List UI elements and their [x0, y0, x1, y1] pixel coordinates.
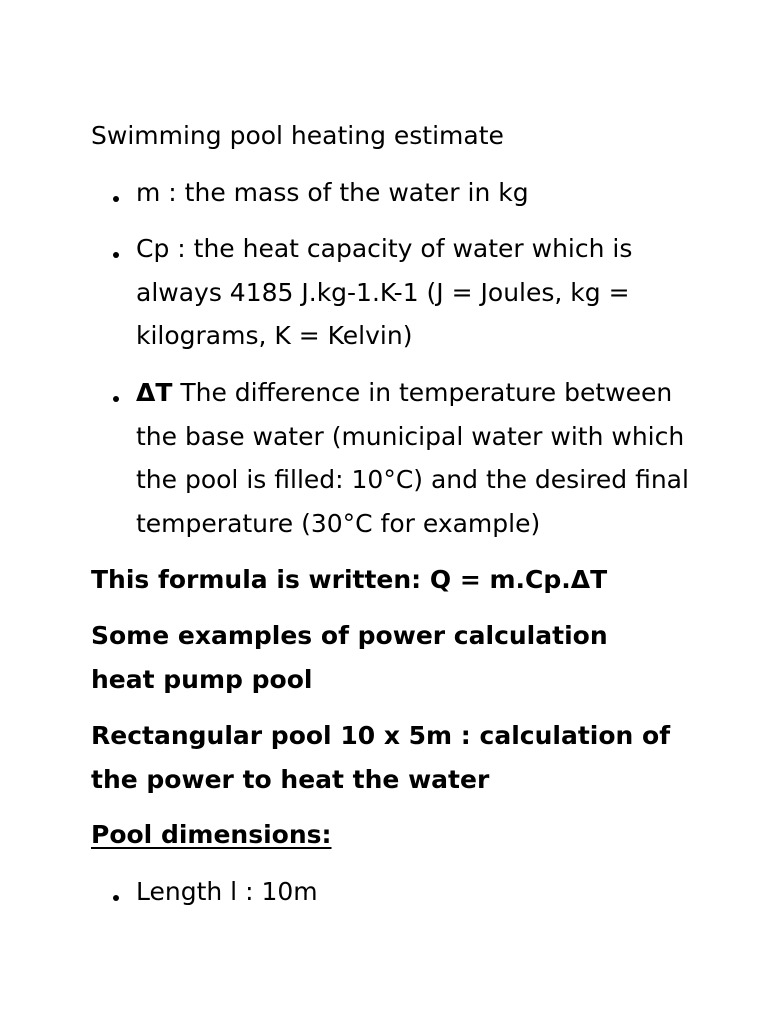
bullet-dot	[113, 252, 119, 258]
list-item	[136, 371, 716, 545]
delta-t-description: The difference in temperature between the base water (municipal water with which the pool is filled: 10°C) and the desired final temperature (30°C for example)	[136, 378, 689, 538]
rect-pool-heading: Rectangular pool 10 x 5m : calculation of the power to heat the water	[91, 721, 671, 794]
list-item: Cp : the heat capacity of water which is always 4185 J.kg-1.K-1 (J = Joules, kg = kilograms, K = Kelvin)	[136, 234, 633, 350]
dimensions-heading-text: Pool dimensions:	[91, 820, 332, 849]
bullet-dot	[113, 396, 119, 402]
bullet-dot	[113, 196, 119, 202]
bullet-dot	[113, 895, 119, 901]
examples-heading: Some examples of power calculation heat pump pool	[91, 621, 608, 694]
document-heading: Swimming pool heating estimate	[91, 121, 504, 150]
formula-line: This formula is written: Q = m.Cp.ΔT	[91, 565, 608, 594]
list-item: Length l : 10m	[136, 877, 318, 906]
list-item: m : the mass of the water in kg	[136, 178, 529, 207]
dimensions-heading	[91, 813, 711, 857]
delta-t-label: ΔT	[136, 378, 173, 407]
